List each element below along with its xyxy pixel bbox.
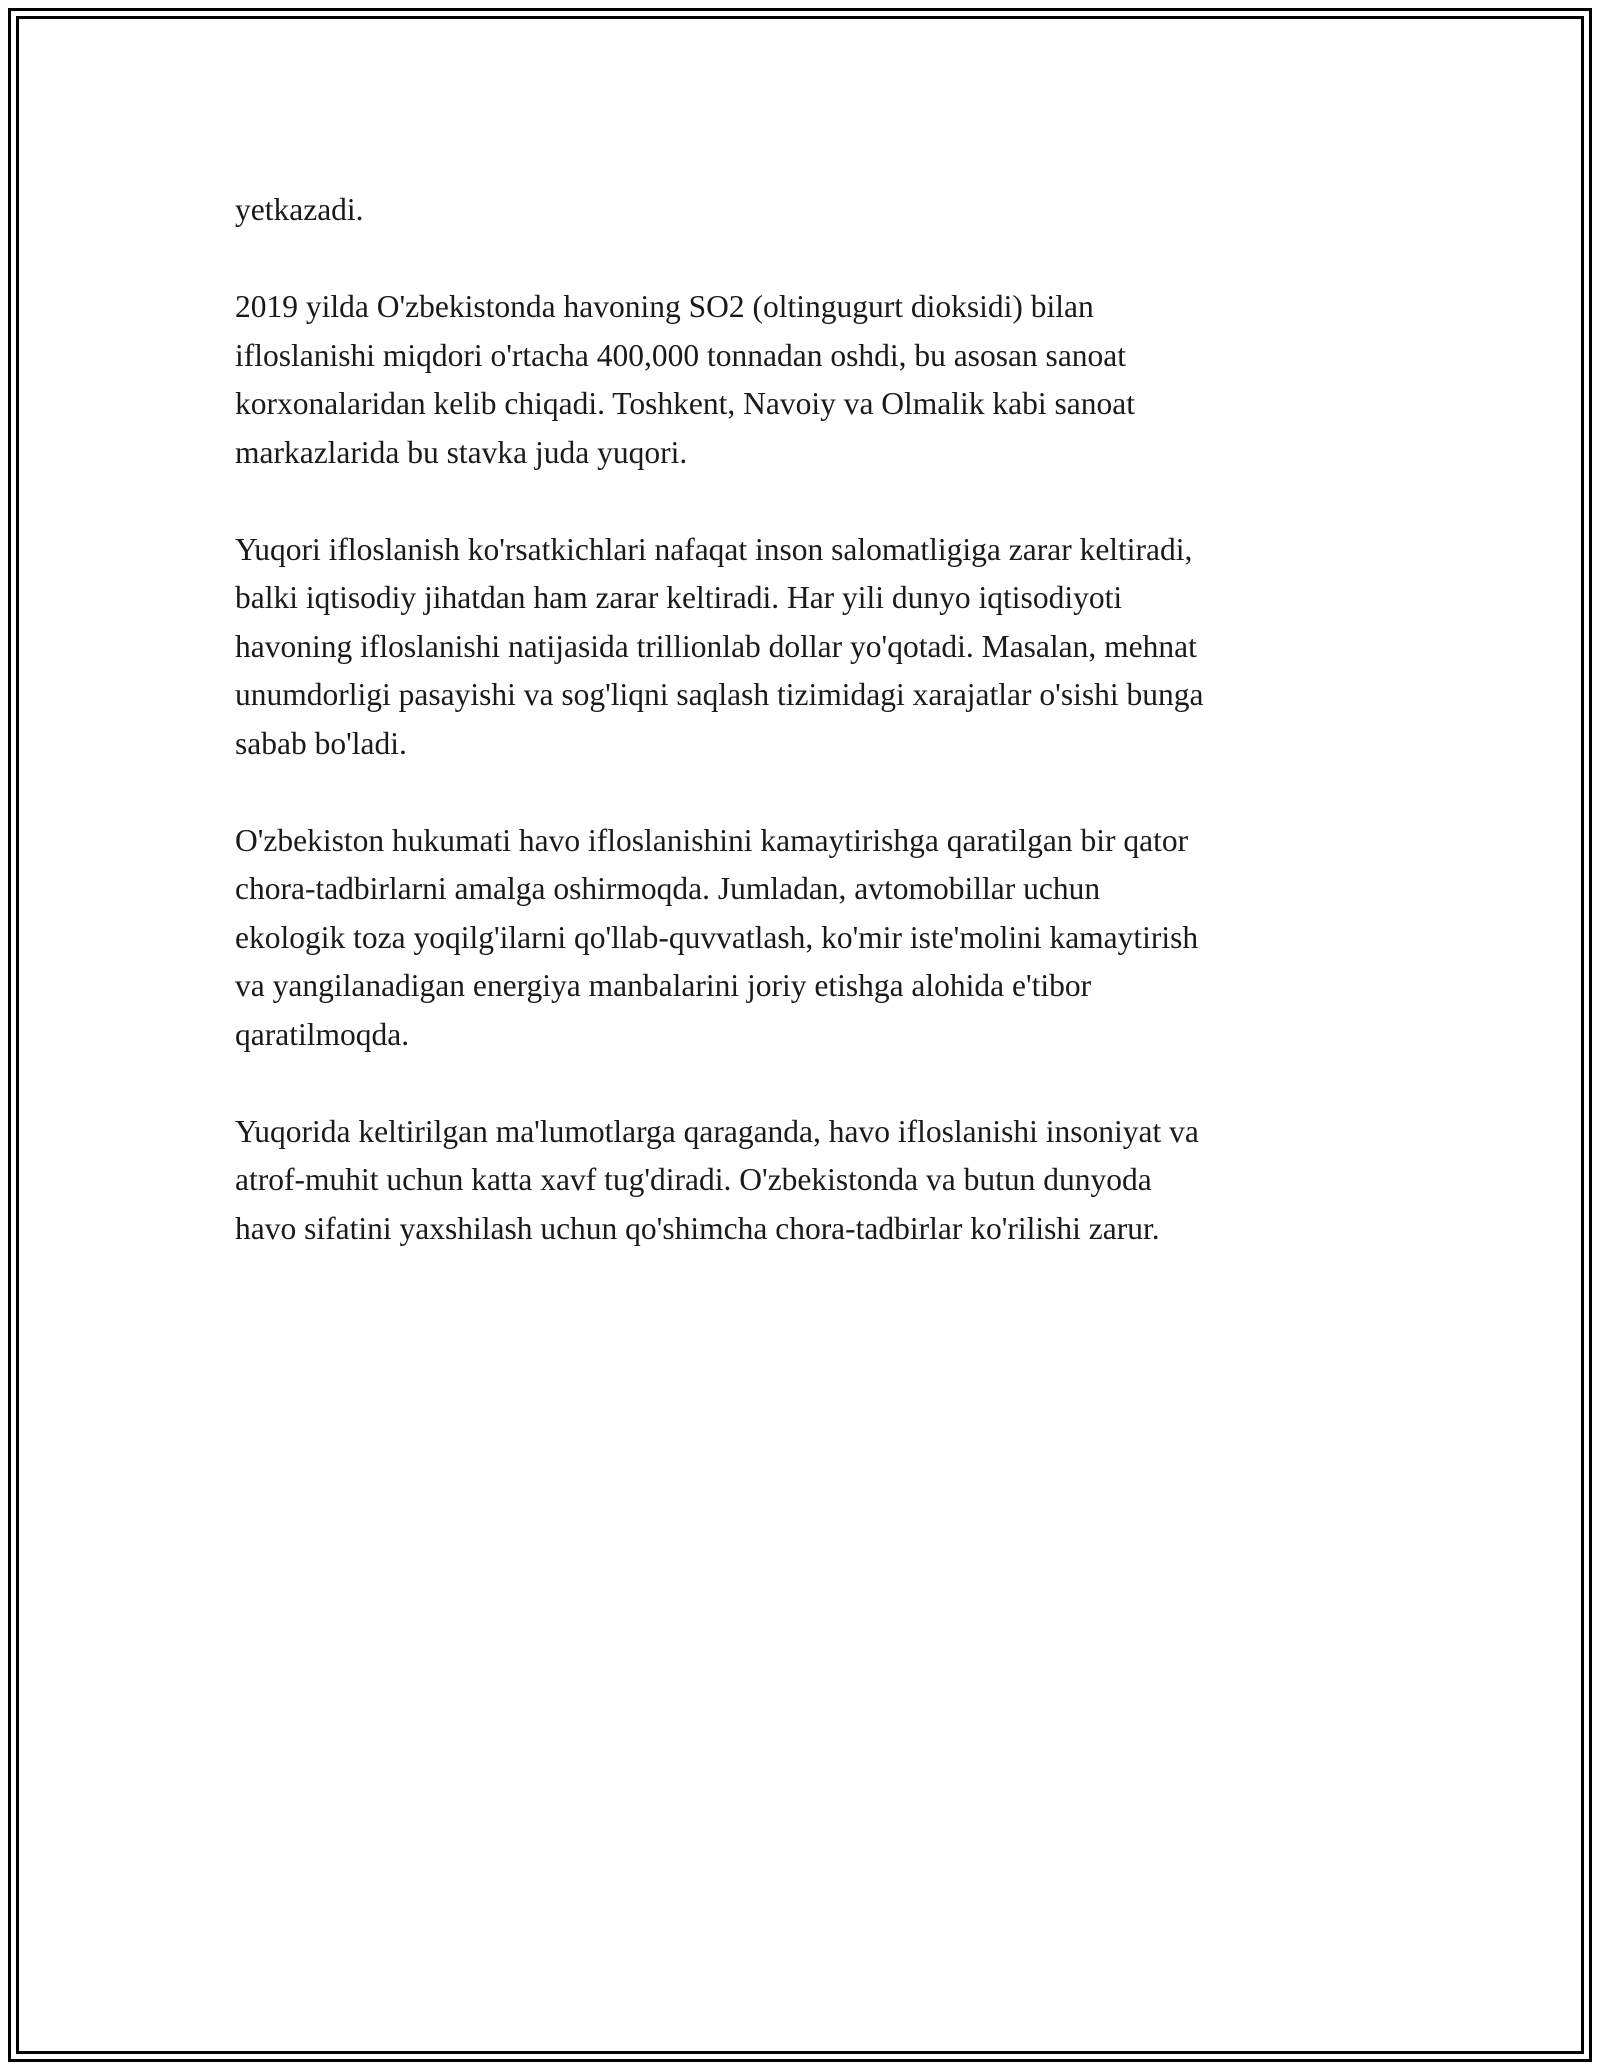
text-line: korxonalaridan kelib chiqadi. Toshkent, Navoiy va Olmalik kabi sanoat	[235, 386, 1135, 421]
text-line: O'zbekiston hukumati havo ifloslanishini kamaytirishga qaratilgan bir qator	[235, 822, 1189, 858]
text-line: yetkazadi.	[235, 192, 364, 227]
text-line: balki iqtisodiy jihatdan ham zarar keltiradi. Har yili dunyo iqtisodiyoti	[235, 580, 1123, 615]
text-line: sabab bo'ladi.	[235, 725, 407, 761]
text-line: chora-tadbirlarni amalga oshirmoqda. Jumladan, avtomobillar uchun	[235, 871, 1101, 906]
text-line: havo sifatini yaxshilash uchun qo'shimcha chora-tadbirlar ko'rilishi zarur.	[235, 1210, 1160, 1246]
document-body	[235, 186, 1405, 1302]
text-line: markazlarida bu stavka juda yuqori.	[235, 434, 688, 470]
text-line: ifloslanishi miqdori o'rtacha 400,000 tonnadan oshdi, bu asosan sanoat	[235, 337, 1127, 373]
paragraph-government-measures	[235, 817, 1405, 1060]
paragraph-economic-impact	[235, 526, 1405, 769]
text-line: ekologik toza yoqilg'ilarni qo'llab-quvvatlash, ko'mir iste'molini kamaytirish	[235, 919, 1199, 955]
text-line: Yuqorida keltirilgan ma'lumotlarga qaraganda, havo ifloslanishi insoniyat va	[235, 1113, 1199, 1149]
text-line: havoning ifloslanishi natijasida trillionlab dollar yo'qotadi. Masalan, mehnat	[235, 628, 1197, 664]
text-line: va yangilanadigan energiya manbalarini joriy etishga alohida e'tibor	[235, 968, 1092, 1003]
text-line: atrof-muhit uchun katta xavf tug'diradi. O'zbekistonda va butun dunyoda	[235, 1162, 1152, 1197]
text-line: qaratilmoqda.	[235, 1016, 410, 1052]
text-line: unumdorligi pasayishi va sog'liqni saqlash tizimidagi xarajatlar o'sishi bunga	[235, 677, 1204, 712]
paragraph-conclusion	[235, 1108, 1405, 1254]
paragraph-so2-pollution	[235, 283, 1405, 477]
text-line: 2019 yilda O'zbekistonda havoning SO2 (oltingugurt dioksidi) bilan	[235, 289, 1094, 324]
paragraph-continuation	[235, 186, 1405, 235]
text-line: Yuqori ifloslanish ko'rsatkichlari nafaqat inson salomatligiga zarar keltiradi,	[235, 531, 1193, 567]
